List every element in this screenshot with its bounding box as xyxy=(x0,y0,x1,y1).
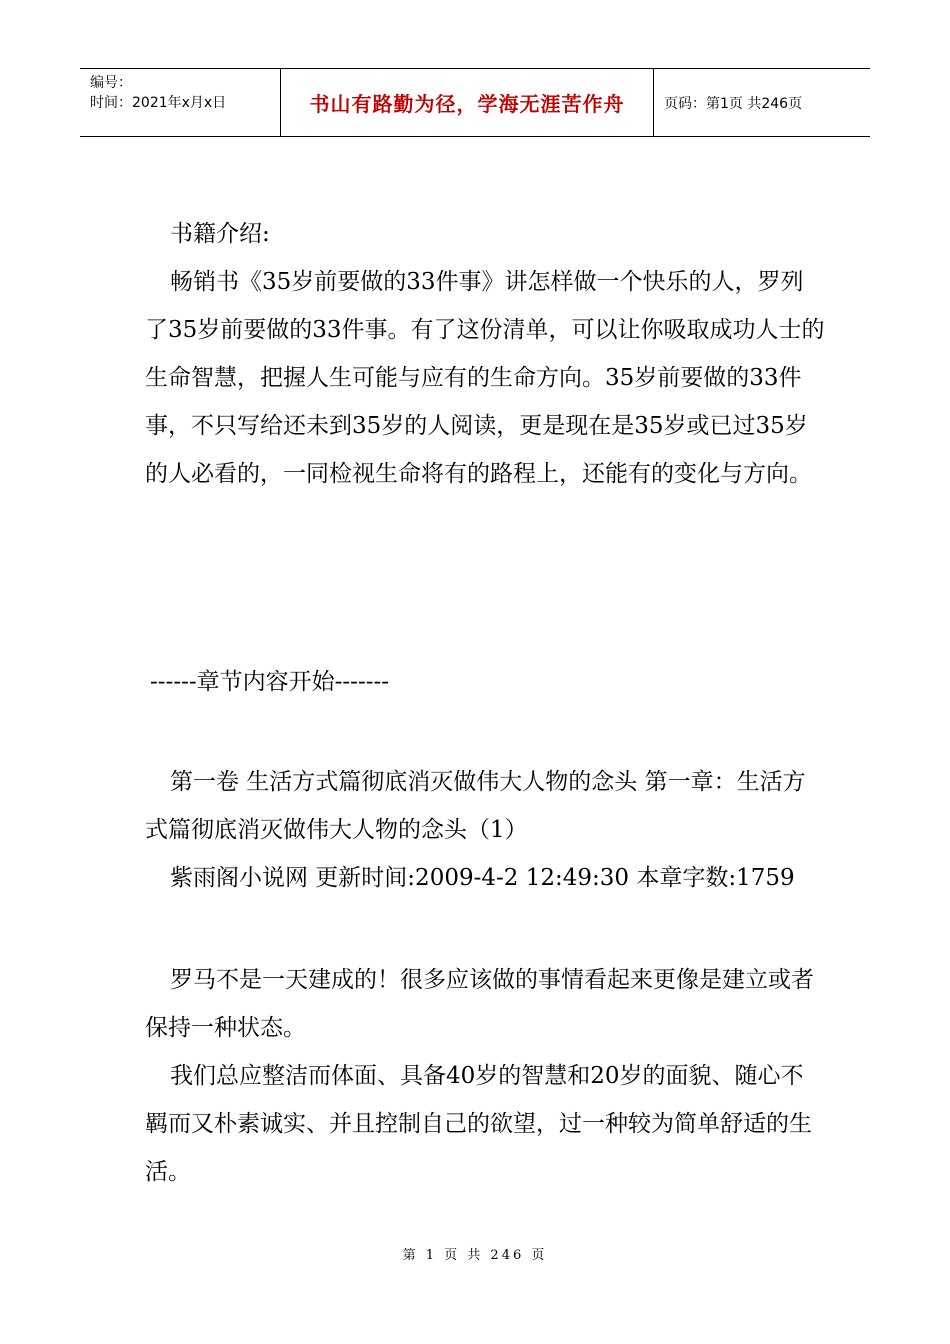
page-info: 页码：第1页 共246页 xyxy=(664,95,803,112)
body-paragraph: 我们总应整洁而体面、具备40岁的智慧和20岁的面貌、随心不羁而又朴素诚实、并且控制自己的欲望，过一种较为简单舒适的生活。 xyxy=(145,1063,812,1185)
chapter-section xyxy=(145,758,825,902)
footer-page-number: 第 1 页 共 246 页 xyxy=(402,1248,548,1263)
motto-text: 书山有路勤为径，学海无涯苦作舟 xyxy=(309,92,625,116)
header-motto-cell xyxy=(281,69,654,136)
intro-heading: 书籍介绍: xyxy=(170,221,270,247)
date-label: 时间：2021年x月x日 xyxy=(90,95,227,111)
chapter-start-marker: ------章节内容开始------- xyxy=(150,669,390,695)
header-meta-cell xyxy=(80,69,281,136)
serial-number-label: 编号： xyxy=(90,75,132,91)
page-footer xyxy=(0,1244,950,1263)
chapter-meta: 紫雨阁小说网 更新时间:2009-4-2 12:49:30 本章字数:1759 xyxy=(170,865,795,891)
chapter-start-marker-block xyxy=(145,658,825,706)
chapter-body xyxy=(145,956,825,1196)
intro-section xyxy=(145,210,825,498)
header-page-cell xyxy=(654,69,870,136)
intro-paragraph: 畅销书《35岁前要做的33件事》讲怎样做一个快乐的人，罗列了35岁前要做的33件事。有了这份清单，可以让你吸取成功人士的生命智慧，把握人生可能与应有的生命方向。35岁前要做的33件事，不只写给还未到35岁的人阅读，更是现在是35岁或已过35岁的人必看的，一同检视生命将有的路程上，还能有的变化与方向。 xyxy=(145,269,825,487)
body-paragraph: 罗马不是一天建成的！很多应该做的事情看起来更像是建立或者保持一种状态。 xyxy=(145,967,814,1041)
document-header xyxy=(80,68,870,137)
chapter-title: 第一卷 生活方式篇彻底消灭做伟大人物的念头 第一章：生活方式篇彻底消灭做伟大人物的念头（1） xyxy=(145,769,806,843)
